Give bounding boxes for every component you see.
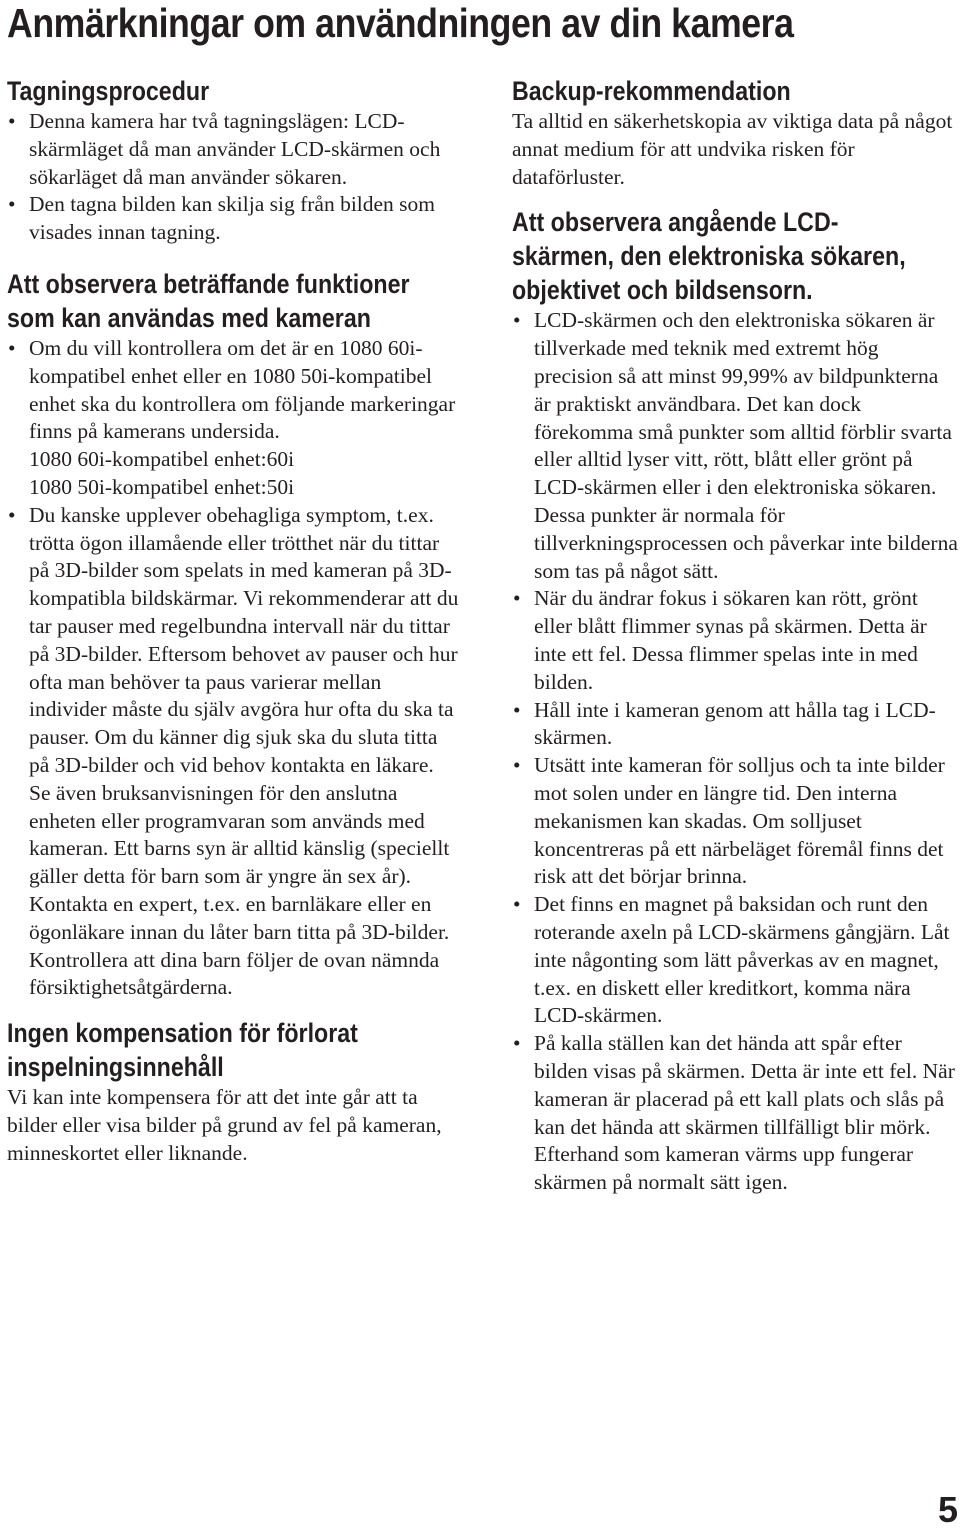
page-number: 5: [937, 1489, 958, 1530]
bullet-list: [7, 502, 459, 1002]
list-item: • Det finns en magnet på baksidan och runt den roterande axeln på LCD-skärmens gångjärn. Låt inte någonting som lätt påverkas av en magnet, t.ex. en diskett eller kreditkort, komma nära LCD-skärmen.: [512, 891, 958, 1030]
right-column: [512, 74, 958, 1197]
section-funktioner: [7, 267, 459, 1002]
list-item: • Du kanske upplever obehagliga symptom, t.ex. trötta ögon illamående eller trötthet när du tittar på 3D-bilder som spelats in med kameran på 3D-kompatibla bildskärmar. Vi rekommenderar att du tar pauser med regelbundna intervall när du tittar på 3D-bilder. Eftersom behovet av pauser och hur ofta man behöver ta paus varierar mellan individer måste du själv avgöra hur ofta du ska ta pauser. Om du känner dig sjuk ska du sluta titta på 3D-bilder och vid behov kontakta en läkare. Se även bruksanvisningen för den anslutna enheten eller programvaran som används med kameran. Ett barns syn är alltid känslig (speciellt gäller detta för barn som är yngre än sex år). Kontakta en expert, t.ex. en barnläkare eller en ögonläkare innan du låter barn titta på 3D-bilder. Kontrollera att dina barn följer de ovan nämnda försiktighetsåtgärderna.: [7, 502, 459, 1002]
section-heading: Ingen kompensation för förlorat inspelningsinnehåll: [7, 1018, 358, 1083]
page-title: Anmärkningar om användningen av din kamera: [7, 0, 794, 46]
list-item: • Utsätt inte kameran för solljus och ta inte bilder mot solen under en längre tid. Den interna mekanismen kan skadas. Om solljuset koncentreras på ett närbeläget föremål finns det risk att det börjar brinna.: [512, 752, 958, 891]
bullet-list: [7, 108, 459, 247]
section-tagningsprocedur: [7, 74, 459, 247]
list-item: • Om du vill kontrollera om det är en 1080 60i-kompatibel enhet eller en 1080 50i-kompatibel enhet ska du kontrollera om följande markeringar finns på kamerans undersida.: [7, 335, 459, 446]
section-text: Ta alltid en säkerhetskopia av viktiga data på något annat medium för att undvika risken för dataförluster.: [512, 109, 953, 189]
list-item: • Denna kamera har två tagningslägen: LCD-skärmläget då man använder LCD-skärmen och sökarläget då man använder sökaren.: [7, 108, 459, 191]
section-heading: Att observera beträffande funktioner som kan användas med kameran: [7, 268, 410, 333]
list-item: • När du ändrar fokus i sökaren kan rött, grönt eller blått flimmer synas på skärmen. Detta är inte ett fel. Dessa flimmer spelas inte in med bilden.: [512, 585, 958, 696]
section-heading: Backup-rekommendation: [512, 76, 791, 106]
marking-line-60i: 1080 60i-kompatibel enhet:60i: [29, 447, 295, 472]
bullet-list: [7, 335, 459, 446]
list-item: • Den tagna bilden kan skilja sig från bilden som visades innan tagning.: [7, 191, 459, 247]
list-item: • Håll inte i kameran genom att hålla tag i LCD-skärmen.: [512, 697, 958, 753]
bullet-list: [512, 307, 958, 1197]
section-lcd-skarmen: [512, 205, 958, 1197]
left-column: [7, 74, 459, 1168]
list-item: • På kalla ställen kan det hända att spår efter bilden visas på skärmen. Detta är inte ett fel. När kameran är placerad på ett kall plats och slås på kan det hända att skärmen tillfälligt blir mörk. Efterhand som kameran värms upp fungerar skärmen på normalt sätt igen.: [512, 1030, 958, 1197]
marking-line-50i: 1080 50i-kompatibel enhet:50i: [29, 474, 295, 499]
list-item: • LCD-skärmen och den elektroniska sökaren är tillverkade med teknik med extremt hög precision så att minst 99,99% av bildpunkterna är praktiskt användbara. Det kan dock förekomma små punkter som alltid förblir svarta eller alltid lyser vitt, rött, blått eller grönt på LCD-skärmen eller i den elektroniska sökaren. Dessa punkter är normala för tillverkningsprocessen och påverkar inte bilderna som tas på något sätt.: [512, 307, 958, 585]
section-heading: Tagningsprocedur: [7, 76, 210, 106]
section-ingen-kompensation: [7, 1016, 459, 1167]
section-heading: Att observera angående LCD- skärmen, den elektroniska sökaren, objektivet och bildsensorn.: [512, 207, 906, 306]
section-text: Vi kan inte kompensera för att det inte går att ta bilder eller visa bilder på grund av fel på kameran, minneskortet eller liknande.: [7, 1085, 442, 1165]
section-backup: [512, 74, 958, 191]
